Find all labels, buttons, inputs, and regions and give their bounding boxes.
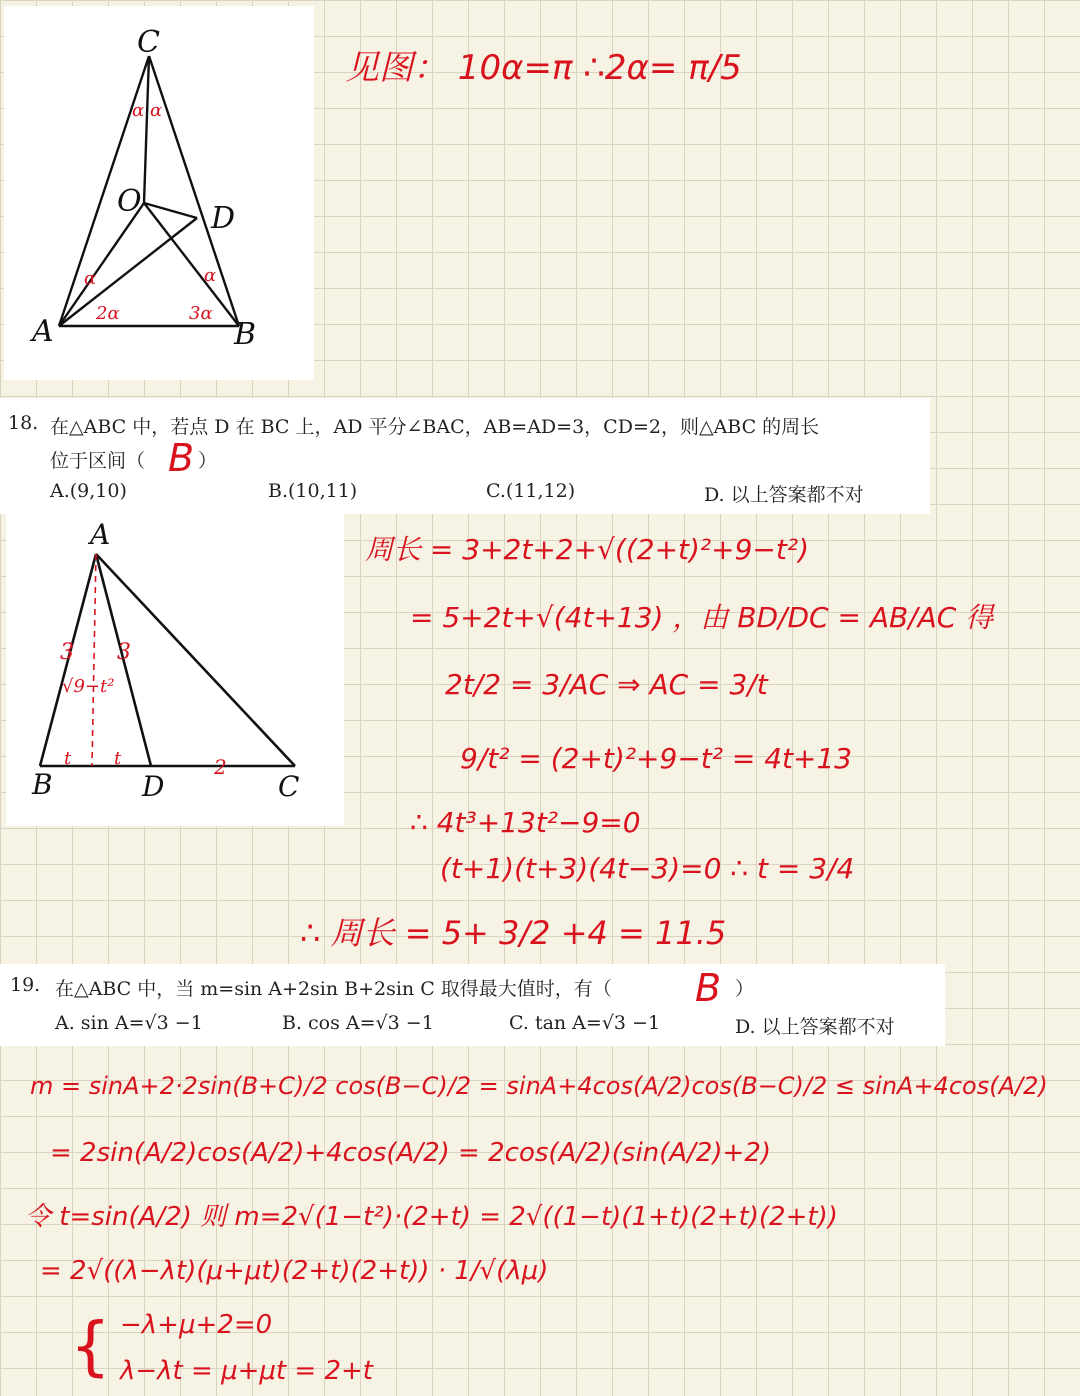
q18-option-c: C.(11,12) [486, 480, 576, 502]
fig1-label-b: B [234, 317, 257, 352]
q18-answer: B [168, 436, 195, 480]
q18-stem-line2: 位于区间（ [50, 450, 146, 472]
figure2-card [6, 514, 344, 826]
q19-stem: 在△ABC 中，当 m=sin A+2sin B+2sin C 取得最大值时，有（ [55, 978, 612, 1000]
work19-line1: m = sinA+2·2sin(B+C)/2 cos(B−C)/2 = sinA+4cos(A/2)cos(B−C)/2 ≤ sinA+4cos(A/2) [30, 1072, 1048, 1100]
q18-option-d: D. 以上答案都不对 [704, 484, 864, 506]
q18-number: 18. [8, 412, 39, 434]
note1: 见图： 10α=π ∴2α= π/5 [345, 48, 742, 88]
fig2-mark-height: √9−t² [62, 676, 115, 697]
q18-stem-close: ） [198, 450, 218, 472]
fig1-angle-c1: α [132, 100, 145, 121]
work18-line5: ∴ 4t³+13t²−9=0 [410, 806, 641, 839]
work19-line6: λ−λt = μ+μt = 2+t [120, 1356, 373, 1386]
fig1-label-a: A [32, 314, 54, 349]
work19-line5: −λ+μ+2=0 [120, 1310, 273, 1340]
q19-answer: B [695, 966, 722, 1010]
q19-option-d: D. 以上答案都不对 [735, 1016, 895, 1038]
fig2-mark-t2: t [114, 748, 122, 769]
figure2-diagram [6, 514, 344, 826]
fig1-label-d: D [211, 201, 236, 236]
fig1-angle-c2: α [150, 100, 163, 121]
q19-stem-close: ） [735, 978, 755, 1000]
q18-option-a: A.(9,10) [50, 480, 127, 502]
work18-line3: 2t/2 = 3/AC ⇒ AC = 3/t [445, 668, 768, 701]
work18-line6: (t+1)(t+3)(4t−3)=0 ∴ t = 3/4 [440, 852, 855, 885]
fig1-angle-d: α [204, 265, 217, 286]
fig2-mark-ad: 3 [117, 640, 131, 665]
q18-stem-line1: 在△ABC 中，若点 D 在 BC 上，AD 平分∠BAC，AB=AD=3，CD=2，则△ABC 的周长 [50, 416, 820, 438]
work18-line1: 周长 = 3+2t+2+√((2+t)²+9−t²) [365, 533, 810, 566]
q19-card [0, 964, 945, 1046]
fig1-angle-a1: α [84, 268, 97, 289]
work19-line4: = 2√((λ−λt)(μ+μt)(2+t)(2+t)) · 1/√(λμ) [40, 1256, 549, 1286]
fig1-angle-b: 3α [189, 303, 213, 324]
fig1-label-o: O [117, 184, 142, 219]
fig2-label-b: B [32, 768, 53, 801]
fig1-angle-a2: 2α [96, 303, 120, 324]
figure1-diagram [4, 6, 314, 380]
q19-number: 19. [10, 974, 41, 996]
fig2-mark-dc: 2 [214, 755, 227, 779]
fig2-label-d: D [142, 770, 165, 803]
system-brace: { [70, 1310, 111, 1384]
fig2-mark-t1: t [64, 748, 72, 769]
q19-option-c: C. tan A=√3 −1 [509, 1012, 661, 1034]
fig2-label-a: A [90, 518, 111, 551]
figure1-card [4, 6, 314, 380]
fig1-label-c: C [137, 25, 160, 60]
work18-line4: 9/t² = (2+t)²+9−t² = 4t+13 [460, 742, 853, 775]
q19-option-a: A. sin A=√3 −1 [55, 1012, 203, 1034]
q18-option-b: B.(10,11) [268, 480, 358, 502]
work18-line7: ∴ 周长 = 5+ 3/2 +4 = 11.5 [300, 914, 727, 952]
q18-card [0, 398, 930, 514]
fig2-label-c: C [278, 770, 300, 803]
fig2-mark-ab: 3 [60, 640, 74, 665]
work19-line3: 令 t=sin(A/2) 则 m=2√(1−t²)·(2+t) = 2√((1−t)(1+t)(2+t)(2+t)) [25, 1202, 838, 1232]
q19-option-b: B. cos A=√3 −1 [282, 1012, 434, 1034]
work19-line2: = 2sin(A/2)cos(A/2)+4cos(A/2) = 2cos(A/2)(sin(A/2)+2) [50, 1138, 772, 1168]
work18-line2: = 5+2t+√(4t+13) ，由 BD/DC = AB/AC 得 [410, 601, 994, 634]
